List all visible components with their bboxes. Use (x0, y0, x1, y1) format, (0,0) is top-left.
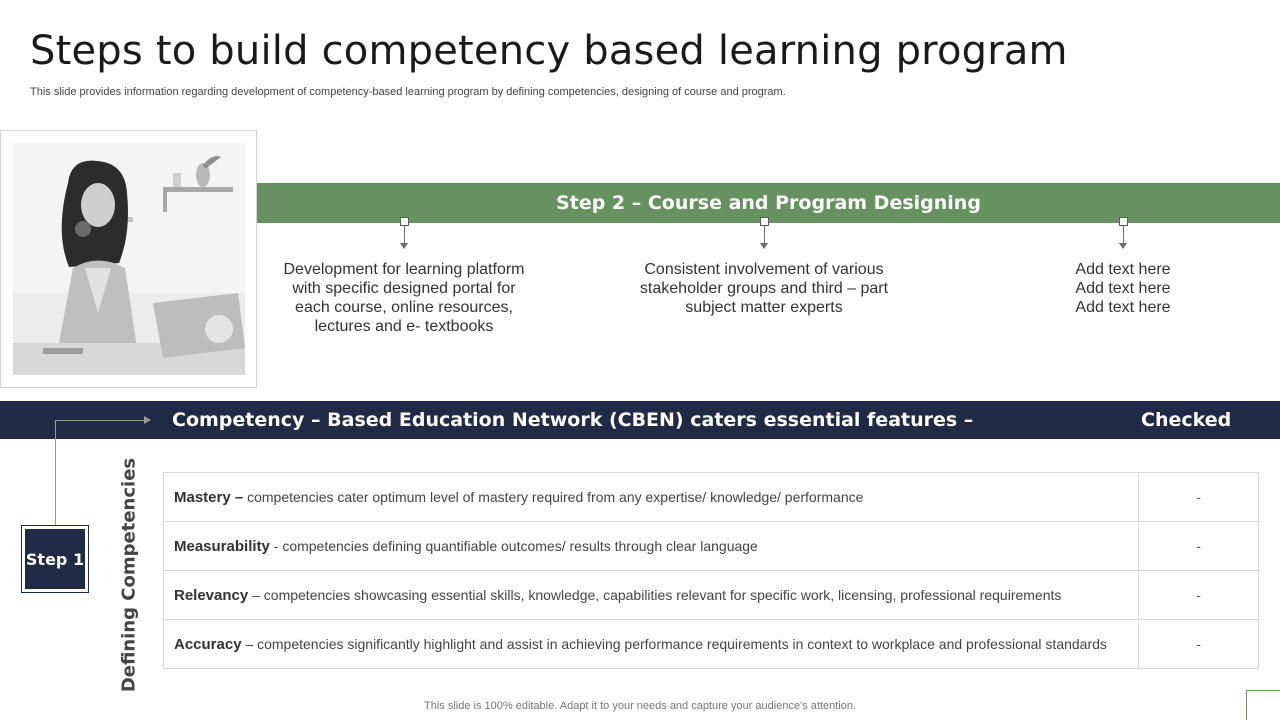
competency-term: Measurability (174, 537, 270, 555)
table-row (164, 620, 1259, 669)
person-photo (13, 143, 245, 375)
competency-term: Accuracy (174, 635, 242, 653)
competency-description (164, 620, 1139, 669)
photo-frame (0, 130, 257, 388)
competency-checked-cell: - (1139, 571, 1259, 620)
table-row (164, 473, 1259, 522)
step1-label: Step 1 (25, 529, 85, 589)
competency-term: Relevancy (174, 586, 249, 604)
competency-text: – competencies significantly highlight and assist in achieving performance requirements in context to workplace and professional standards (241, 635, 1107, 652)
competency-text: competencies cater optimum level of mastery required from any expertise/ knowledge/ performance (243, 488, 864, 505)
step2-banner: Step 2 – Course and Program Designing (257, 183, 1280, 223)
connector-arrow-3 (1118, 217, 1130, 253)
checked-header: Checked (1141, 409, 1232, 431)
competencies-table (163, 472, 1259, 669)
corner-decoration (1246, 690, 1280, 720)
competency-text: - competencies defining quantifiable outcomes/ results through clear language (269, 537, 758, 554)
competency-text: – competencies showcasing essential skills, knowledge, capabilities relevant for specific work, licensing, professional requirements (248, 586, 1062, 603)
competency-term: Mastery – (174, 488, 244, 506)
step1-connector-line (55, 420, 56, 526)
table-row (164, 522, 1259, 571)
step2-column-2-text: Consistent involvement of various stakeholder groups and third – part subject matter experts (639, 261, 889, 316)
connector-arrow-1 (399, 217, 411, 253)
competency-checked-cell: - (1139, 473, 1259, 522)
competency-description (164, 473, 1139, 522)
step2-column-3-text: Add text here Add text here Add text here (1075, 261, 1171, 316)
step1-badge (21, 525, 89, 593)
competency-checked-cell: - (1139, 620, 1259, 669)
table-row (164, 571, 1259, 620)
cben-banner (0, 401, 1280, 439)
footer-note: This slide is 100% editable. Adapt it to your needs and capture your audience's attention. (424, 700, 856, 712)
arrow-right-icon (144, 416, 151, 424)
step1-connector-horizontal (55, 420, 145, 421)
defining-competencies-label: Defining Competencies (118, 457, 140, 693)
cben-label: Competency – Based Education Network (CBEN) caters essential features – (172, 409, 974, 431)
competency-description (164, 571, 1139, 620)
step2-column-1-text: Development for learning platform with specific designed portal for each course, online resources, lectures and e- textbooks (283, 261, 525, 335)
person-photo-illustration (13, 143, 245, 375)
competency-description (164, 522, 1139, 571)
competency-checked-cell: - (1139, 522, 1259, 571)
page-title: Steps to build competency based learning program (30, 28, 1068, 74)
page-subtitle: This slide provides information regarding development of competency-based learning program by defining competencies, designing of course and program. (30, 86, 786, 98)
connector-arrow-2 (759, 217, 771, 253)
